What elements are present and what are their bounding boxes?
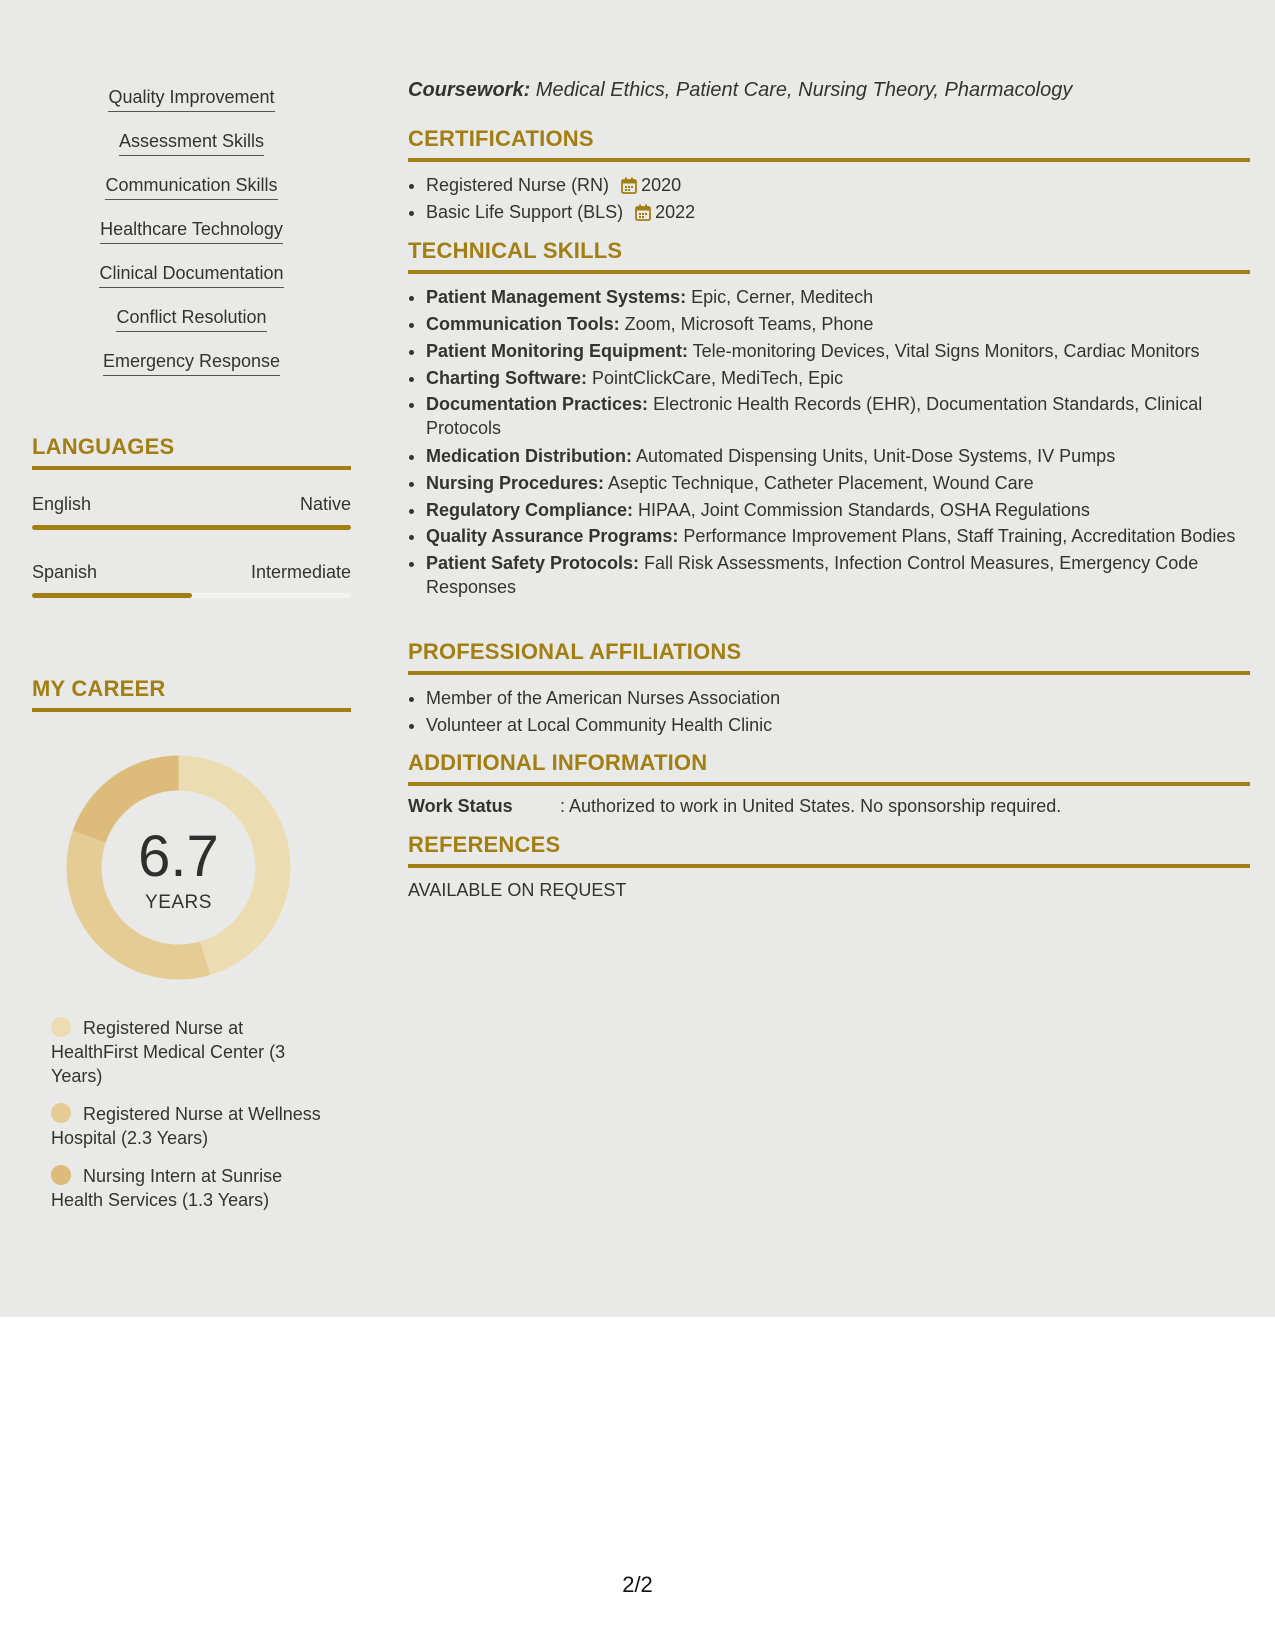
affiliation-item: • Volunteer at Local Community Health Clinic [426, 712, 1250, 739]
skills-list [32, 86, 351, 394]
legend-label: Registered Nurse at Wellness Hospital (2.3 Years) [51, 1104, 321, 1148]
technical-skill-item: • Communication Tools: Zoom, Microsoft Teams, Phone [426, 311, 1250, 338]
technical-skills-heading: TECHNICAL SKILLS [408, 238, 1250, 274]
technical-skill-item: • Documentation Practices: Electronic Health Records (EHR), Documentation Standards, Clinical Protocols [426, 392, 1250, 440]
skill-item: Assessment Skills [119, 130, 264, 156]
career-legend-item [51, 1016, 331, 1088]
career-legend-item [51, 1164, 331, 1212]
language-proficiency-bar [32, 593, 351, 598]
certification-year: 2020 [641, 175, 682, 195]
additional-info-section [408, 750, 1250, 817]
language-entry [32, 562, 351, 598]
languages-heading: LANGUAGES [32, 434, 351, 470]
language-name: English [32, 494, 92, 514]
language-name: Spanish [32, 562, 98, 582]
technical-skill-item: • Medication Distribution: Automated Dispensing Units, Unit-Dose Systems, IV Pumps [426, 443, 1250, 470]
career-donut-chart [32, 755, 351, 995]
coursework-text: Medical Ethics, Patient Care, Nursing Theory, Pharmacology [530, 79, 1073, 101]
calendar-icon [621, 177, 637, 194]
technical-skill-item: • Quality Assurance Programs: Performance Improvement Plans, Staff Training, Accreditation Bodies [426, 524, 1250, 548]
technical-skill-item: • Patient Monitoring Equipment: Tele-monitoring Devices, Vital Signs Monitors, Cardiac Monitors [426, 338, 1250, 365]
calendar-icon [635, 204, 651, 221]
work-status-row [408, 796, 1250, 817]
page-number: 2/2 [622, 1572, 653, 1597]
legend-dot [51, 1017, 71, 1037]
legend-label: Registered Nurse at HealthFirst Medical Center (3 Years) [51, 1018, 286, 1086]
language-level: Native [299, 494, 351, 514]
references-heading: REFERENCES [408, 832, 1250, 868]
technical-skill-item: • Nursing Procedures: Aseptic Technique, Catheter Placement, Wound Care [426, 470, 1250, 497]
language-proficiency-bar [32, 525, 351, 530]
technical-skills-section [408, 238, 1250, 602]
certifications-section [408, 126, 1250, 226]
certification-name: Basic Life Support (BLS) [426, 202, 624, 222]
skill-item: Communication Skills [105, 174, 277, 200]
certifications-heading: CERTIFICATIONS [408, 126, 1250, 162]
career-total-unit: YEARS [145, 892, 212, 913]
technical-skills-list [408, 284, 1250, 599]
technical-skill-item: • Charting Software: PointClickCare, MediTech, Epic [426, 365, 1250, 392]
certification-item [426, 172, 1250, 199]
coursework-label: Coursework: [408, 79, 531, 101]
career-legend [51, 1016, 331, 1226]
technical-skill-item: • Patient Management Systems: Epic, Cerner, Meditech [426, 284, 1250, 311]
affiliations-heading: PROFESSIONAL AFFILIATIONS [408, 639, 1250, 675]
technical-skill-item: • Regulatory Compliance: HIPAA, Joint Commission Standards, OSHA Regulations [426, 497, 1250, 524]
skill-item: Healthcare Technology [100, 218, 283, 244]
language-level: Intermediate [250, 562, 351, 582]
language-proficiency-fill [32, 525, 351, 530]
skill-item: Emergency Response [103, 350, 280, 376]
work-status-value: : Authorized to work in United States. No sponsorship required. [560, 796, 1062, 816]
references-section [408, 832, 1250, 901]
legend-dot [51, 1165, 71, 1185]
affiliations-list [408, 685, 1250, 739]
language-proficiency-fill [32, 593, 192, 598]
affiliation-item: • Member of the American Nurses Association [426, 685, 1250, 712]
skill-item: Quality Improvement [108, 86, 274, 112]
legend-dot [51, 1103, 71, 1123]
skill-item: Conflict Resolution [116, 306, 266, 332]
certifications-list [408, 172, 1250, 226]
additional-info-heading: ADDITIONAL INFORMATION [408, 750, 1250, 786]
languages-section [32, 434, 351, 598]
legend-label: Nursing Intern at Sunrise Health Services (1.3 Years) [51, 1166, 283, 1210]
career-heading: MY CAREER [32, 676, 351, 712]
certification-item [426, 199, 1250, 226]
technical-skill-item: • Patient Safety Protocols: Fall Risk Assessments, Infection Control Measures, Emergency Code Responses [426, 551, 1250, 599]
references-text: AVAILABLE ON REQUEST [408, 880, 627, 900]
language-entry [32, 494, 351, 530]
career-section [32, 676, 351, 1210]
certification-name: Registered Nurse (RN) [426, 175, 610, 195]
affiliations-section [408, 639, 1250, 739]
coursework-line [408, 79, 1072, 102]
skill-item: Clinical Documentation [99, 262, 283, 288]
career-total-years: 6.7 [138, 824, 219, 889]
certification-year: 2022 [655, 202, 696, 222]
work-status-label: Work Status [408, 796, 513, 816]
career-legend-item [51, 1102, 331, 1150]
